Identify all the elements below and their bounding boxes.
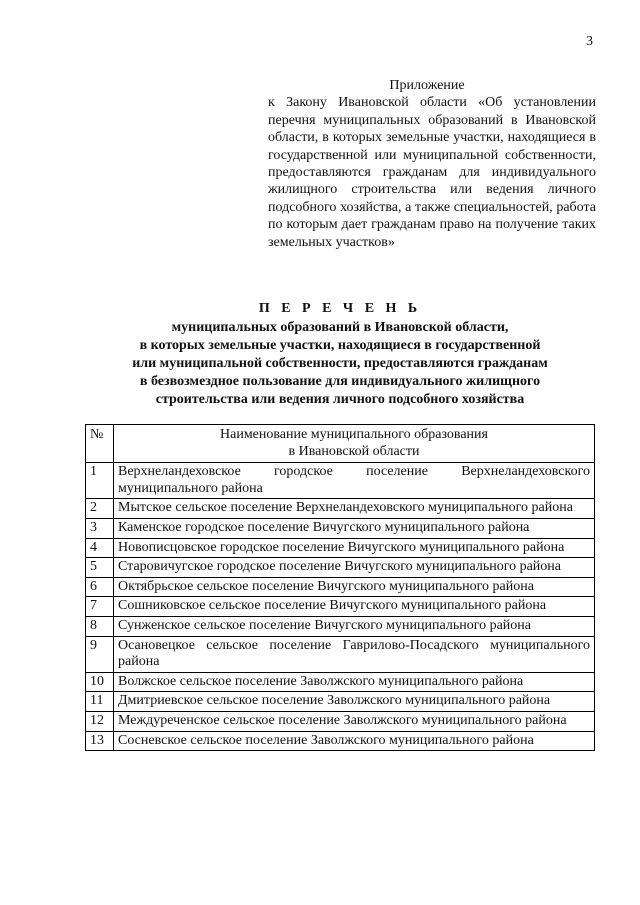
list-subheading-line: муниципальных образований в Ивановской области, (171, 320, 509, 335)
row-number: 11 (86, 692, 114, 712)
row-municipality-name: Дмитриевское сельское поселение Заволжского муниципального района (114, 692, 595, 712)
row-municipality-name: Сунженское сельское поселение Вичугского муниципального района (114, 616, 595, 636)
header-name (114, 425, 595, 463)
row-municipality-name: Новописцовское городское поселение Вичугского муниципального района (114, 538, 595, 558)
row-number: 10 (86, 672, 114, 692)
table-body (86, 463, 595, 751)
header-name-line: в Ивановской области (288, 443, 420, 459)
row-number: 12 (86, 711, 114, 731)
row-municipality-name: Междуреченское сельское поселение Заволжского муниципального района (114, 711, 595, 731)
row-number: 4 (86, 538, 114, 558)
table-row (86, 518, 595, 538)
list-heading-block (60, 300, 620, 409)
row-municipality-name: Осановецкое сельское поселение Гаврилово-Посадского муниципального района (114, 636, 595, 672)
table-row (86, 692, 595, 712)
row-municipality-name: Октябрьское сельское поселение Вичугского муниципального района (114, 577, 595, 597)
table-row (86, 616, 595, 636)
row-municipality-name: Каменское городское поселение Вичугского муниципального района (114, 518, 595, 538)
annex-title: Приложение (389, 78, 465, 93)
row-municipality-name: Сосневское сельское поселение Заволжского муниципального района (114, 731, 595, 751)
row-number: 7 (86, 597, 114, 617)
row-number: 6 (86, 577, 114, 597)
table-row (86, 577, 595, 597)
row-municipality-name: Сошниковское сельское поселение Вичугского муниципального района (114, 597, 595, 617)
row-number: 5 (86, 558, 114, 578)
table-header-row (86, 425, 595, 463)
row-municipality-name: Старовичугское городское поселение Вичугского муниципального района (114, 558, 595, 578)
table-row (86, 636, 595, 672)
list-title: П Е Р Е Ч Е Н Ь (258, 301, 422, 316)
list-subheading-line: в которых земельные участки, находящиеся в государственной (139, 338, 541, 353)
header-number: № (86, 425, 114, 463)
table-row (86, 731, 595, 751)
row-municipality-name: Мытское сельское поселение Верхнеландеховского муниципального района (114, 499, 595, 519)
row-number: 13 (86, 731, 114, 751)
page-number: 3 (586, 34, 593, 49)
table-row (86, 538, 595, 558)
table-row (86, 558, 595, 578)
row-municipality-name: Верхнеландеховское городское поселение Верхнеландеховского муниципального района (114, 463, 595, 499)
list-subheading-line: строительства или ведения личного подсобного хозяйства (155, 392, 525, 407)
annex-body: к Закону Ивановской области «Об установлении перечня муниципальных образований в Ивановской области, в которых земельные участки, находящиеся в государственной или муниципальной собственности, предоставляются гражданам для индивидуального жилищного строительства или ведения личного подсобного хозяйства, а также специальностей, работа по которым дает гражданам право на получение таких земельных участков» (268, 95, 596, 250)
table-row (86, 463, 595, 499)
row-municipality-name: Волжское сельское поселение Заволжского муниципального района (114, 672, 595, 692)
row-number: 9 (86, 636, 114, 672)
row-number: 1 (86, 463, 114, 499)
list-subheading-line: в безвозмездное пользование для индивидуального жилищного (139, 374, 541, 389)
row-number: 2 (86, 499, 114, 519)
list-subheading-line: или муниципальной собственности, предоставляются гражданам (132, 356, 548, 371)
table-row (86, 672, 595, 692)
header-name-line: Наименование муниципального образования (220, 427, 488, 442)
municipalities-table (85, 424, 595, 751)
row-number: 8 (86, 616, 114, 636)
table-row (86, 597, 595, 617)
row-number: 3 (86, 518, 114, 538)
annex-block (268, 77, 596, 251)
table-row (86, 711, 595, 731)
table-row (86, 499, 595, 519)
